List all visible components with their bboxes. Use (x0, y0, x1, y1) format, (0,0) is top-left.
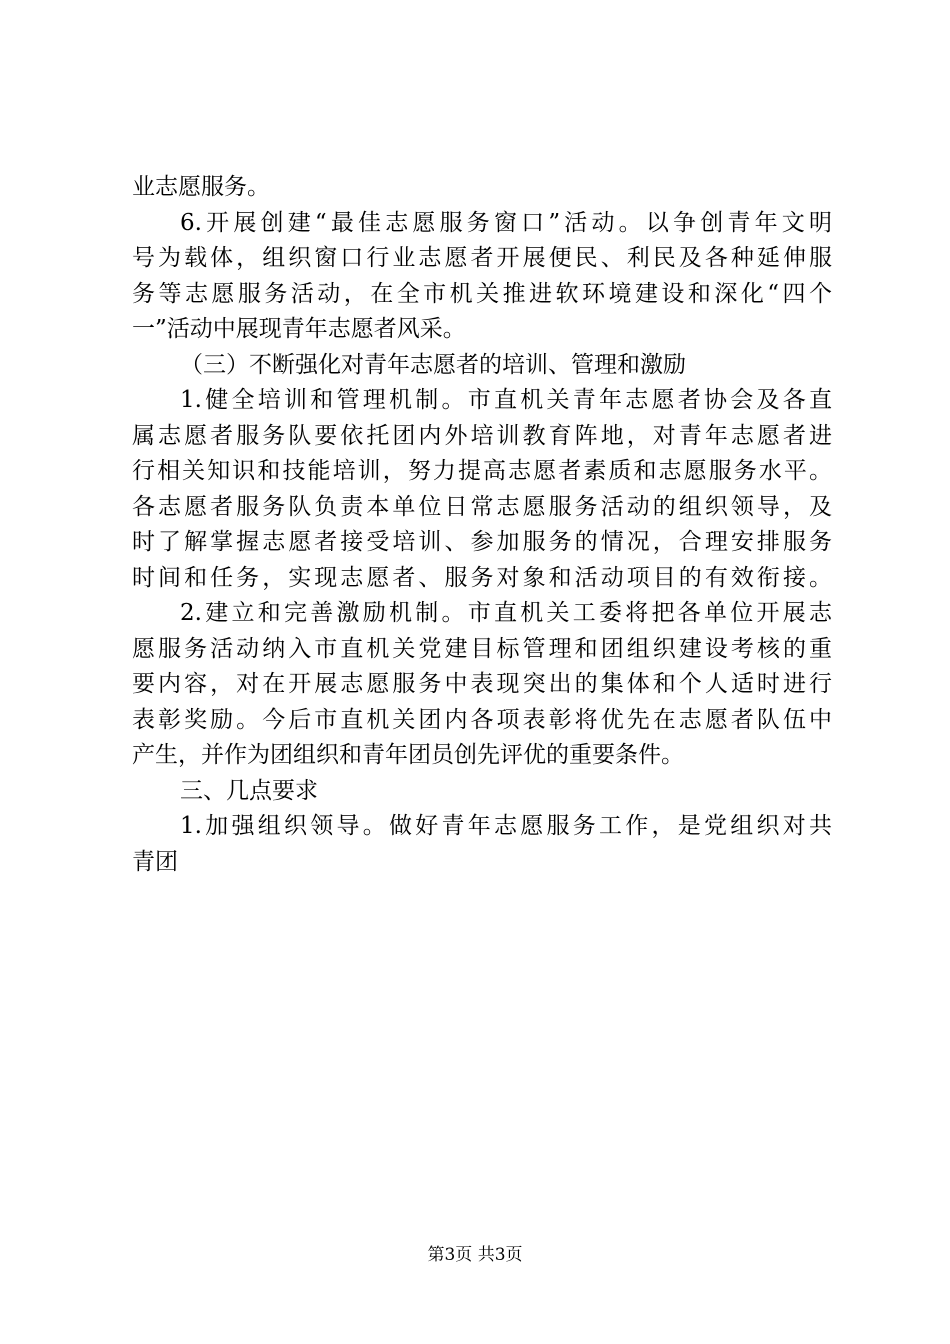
section-heading: （三）不断强化对青年志愿者的培训、管理和激励 (180, 351, 686, 378)
text-line: 愿服务活动纳入市直机关党建目标管理和团组织建设考核的重 (132, 635, 832, 662)
section-heading: 三、几点要求 (180, 777, 318, 804)
text-line: 1.加强组织领导。做好青年志愿服务工作，是党组织对共 (180, 813, 832, 839)
text-line: 号为载体，组织窗口行业志愿者开展便民、利民及各种延伸服 (132, 245, 832, 271)
text-line: 时了解掌握志愿者接受培训、参加服务的情况，合理安排服务 (132, 529, 832, 555)
text-line: 青团 (132, 848, 178, 875)
text-line: 务等志愿服务活动，在全市机关推进软环境建设和深化“四个 (132, 280, 832, 307)
text-line: 业志愿服务。 (132, 174, 270, 200)
text-line: 6.开展创建“最佳志愿服务窗口”活动。以争创青年文明 (180, 209, 832, 236)
text-line: 要内容，对在开展志愿服务中表现突出的集体和个人适时进行 (132, 671, 832, 697)
text-line: 属志愿者服务队要依托团内外培训教育阵地，对青年志愿者进 (132, 422, 832, 449)
text-line: 产生，并作为团组织和青年团员创先评优的重要条件。 (132, 742, 684, 768)
text-line: 1.健全培训和管理机制。市直机关青年志愿者协会及各直 (180, 387, 832, 413)
text-line: 行相关知识和技能培训，努力提高志愿者素质和志愿服务水平。 (132, 458, 832, 484)
text-line: 2.建立和完善激励机制。市直机关工委将把各单位开展志 (180, 600, 832, 626)
text-line: 各志愿者服务队负责本单位日常志愿服务活动的组织领导，及 (132, 493, 832, 520)
text-line: 一”活动中展现青年志愿者风采。 (132, 316, 466, 342)
text-line: 表彰奖励。今后市直机关团内各项表彰将优先在志愿者队伍中 (132, 706, 832, 733)
text-line: 时间和任务，实现志愿者、服务对象和活动项目的有效衔接。 (132, 564, 832, 591)
page-footer (0, 1243, 950, 1267)
document-body (132, 170, 832, 880)
page-number-label: 第3页 共3页 (427, 1245, 523, 1265)
